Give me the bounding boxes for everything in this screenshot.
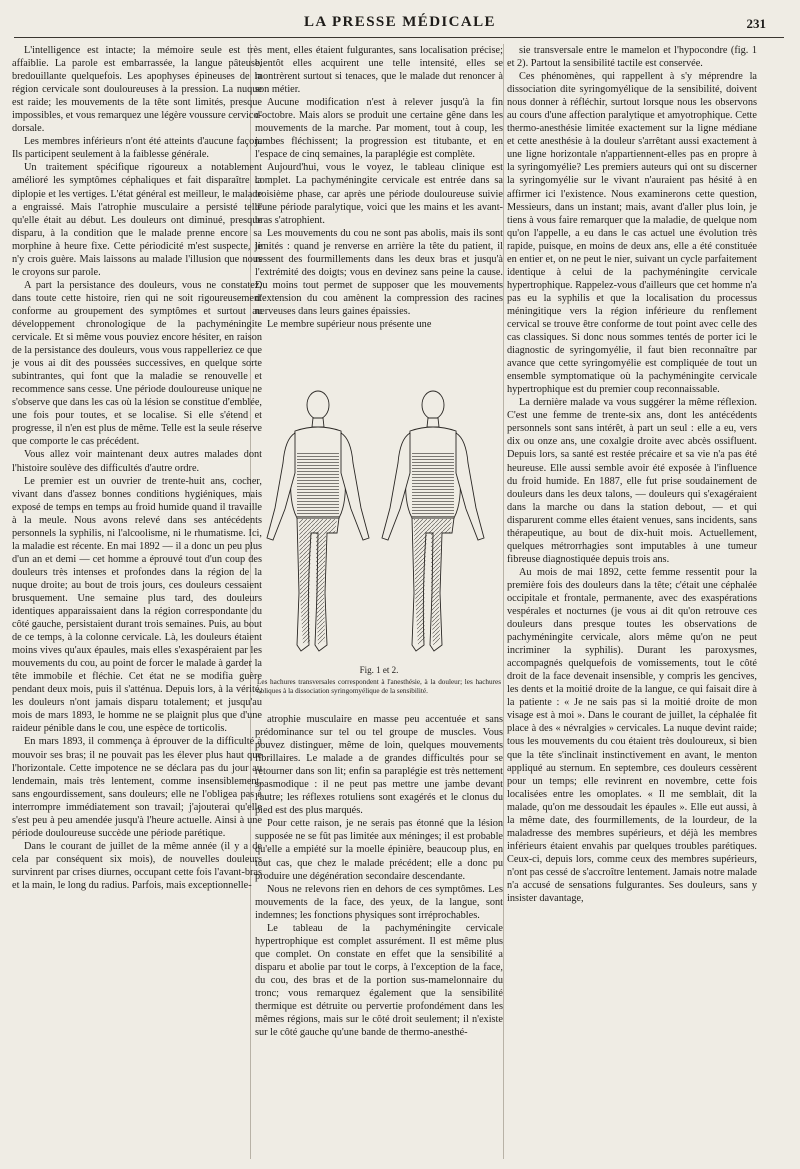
paragraph: En mars 1893, il commença à éprouver de la difficulté à mouvoir ses bras; il ne pouvait pas les élever plus haut que l'horizontale. Cette impotence ne se déclara pas du jour au lendemain, mais très lentement, comme insensiblement, sans engourdissement, sans douleurs; elle ne l'obligea pas à interrompre immédiatement son travail; j'ajouterai qu'elle s'est peu à peu amendée jusqu'à l'heure actuelle. Ainsi à une période douloureuse succède une période parétique. [12, 736, 262, 839]
body-diagrams [255, 383, 503, 663]
back-hatched-horizontal [412, 453, 454, 517]
journal-title: LA PRESSE MÉDICALE [304, 14, 496, 30]
paragraph: Le membre supérieur nous présente une [267, 318, 432, 330]
back-hatched-oblique [414, 519, 452, 645]
paragraph: Vous allez voir maintenant deux autres malades dont l'histoire soulève des difficultés d'autre ordre. [12, 449, 262, 474]
front-hatched-oblique [299, 519, 337, 645]
paragraph: Les mouvements du cou ne sont pas abolis, mais ils sont limités : quand je renverse en arrière la tête du patient, il ressent des fourmillements dans les deux bras et jusqu'à l'extrémité des doigts; vous en devinez sans peine la cause. Du moins tout permet de supposer que les mouvements d'extension du cou amènent la compression des racines nerveuses dans leurs gaines épaissies. [255, 227, 503, 317]
paragraph: Nous ne relevons rien en dehors de ces symptômes. Les mouvements de la face, des yeux, de la langue, sont indemnes; les fonctions physiques sont irréprochables. [255, 883, 503, 921]
figure-caption: Les hachures transversales correspondent à l'anesthésie, à la douleur; les hachures obliques à la dissociation syringomyélique de la sensibilité. [257, 678, 501, 695]
page-number: 231 [746, 16, 766, 31]
paragraph: Ces phénomènes, qui rappellent à s'y méprendre la dissociation dite syringomyélique de la sensibilité, doivent nous donner à réfléchir, surtout lorsque nous les observons au cours d'une affection paralytique et amyotrophique. Cette thermo-anesthésie limitée exactement sur la ligne médiane et cette anesthésie à la douleur s'arrêtant aussi exactement à une ligne horizontale n'appartiennent-elles pas en propre à la syringomyélie? Les premiers auteurs qui ont su discerner la syringomyélie sur le vivant n'auraient pas hésité à en affirmer ici l'existence. Nous examinerons cette question, Messieurs, dans un instant; mais, avant d'aller plus loin, je tiens à vous faire remarquer que la maladie, de quelque nom qu'on l'appelle, a eu dans le cas actuel une évolution très rapide, puisque, en moins de deux ans, elle a été constituée en entier et, on ne peut le nier, suivant un cycle parfaitement identique à celui de la pachyméningite cervicale hypertrophique. Rappelez-vous d'ailleurs que cet homme n'a pas eu la syphilis et que la localisation du processus méningitique vers la région inférieure du renflement cervical se trouve être conforme de tout point avec celle des cas classiques. Si donc nous sommes tentés de porter ici le diagnostic de syringomyélie, il faut bien reconnaître par avance que cette syringomyélie est compliquée de tout un ensemble symptomatique où la pachyméningite cervicale hypertrophique est du premier coup reconnaissable. [507, 71, 757, 396]
page-header [0, 0, 800, 40]
header-rule [14, 37, 784, 38]
column-middle-continued [255, 713, 503, 1039]
paragraph: Pour cette raison, je ne serais pas étonné que la lésion supposée ne se fût pas limitée aux méninges; il est probable qu'elle a empiété sur la moelle épinière, beaucoup plus, en tout cas, que chez le malade précédent; elle a donc pu produire une dégénération secondaire descendante. [255, 818, 503, 882]
column-left [12, 44, 262, 892]
front-hatched-horizontal [297, 453, 339, 517]
paragraph: L'intelligence est intacte; la mémoire seule est très affaiblie. La parole est embarrassée, la langue pâteuse, bredouillante quelquefois. Les apophyses épineuses de la région cervicale sont douloureuses à la pression. La nuque est raide; les mouvements de la tête sont limités, presque impossibles, et vous remarquez une légère voussure cervico-dorsale. [12, 45, 262, 135]
paragraph: Le premier est un ouvrier de trente-huit ans, cocher, vivant dans d'assez bonnes conditions hygiéniques, mais exposé de temps en temps au froid humide quand il travaille à la meule. Nous avons relevé dans ses antécédents personnels la syphilis, ni l'alcoolisme, ni le rhumatisme. Ici, la maladie est récente. En mai 1892 — il a donc un peu plus d'un an et demi — cet homme a éprouvé tout d'un coup des douleurs très intenses et profondes dans la région de la nuque droite; au bout de trois jours, ces douleurs cessaient brusquement. Une semaine plus tard, des douleurs identiques apparaissaient dans la région correspondante du côté gauche, persistaient durant trois semaines. Puis, au bout de ce temps, à la colonne cervicale. Là, les douleurs étaient moins vives qu'aux épaules, mais elles s'exaspéraient par les mouvements du cou, au point de forcer le malade à garder la tête immobile et fléchie. Cet état ne se modifia guère pendant deux mois, puis il s'atténua. Depuis lors, à la vérité, les douleurs n'ont jamais disparu totalement; et jusqu'au mois de mars 1893, le homme ne se plaignit plus que d'une raideur pénible dans le cou, une espèce de torticolis. [12, 475, 262, 735]
paragraph: Au mois de mai 1892, cette femme ressentit pour la première fois des douleurs dans la tête; c'était une céphalée occipitale et frontale, permanente, avec des exaspérations vespérales et nocturnes (je vous ai dit qu'on retrouve ces douleurs dans presque toutes les observations de pachyméningite cervicale, alors même qu'on ne peut incriminer la syphilis). Durant les paroxysmes, accompagnés quelquefois de vomissements, tout le côté droit de la face devenait insensible, y compris les gencives, les dents et la moitié droite de la langue, ce qui faisait dire à la patiente : « Je ne sais pas si la moitié droite de mon visage est à moi ». Dans le courant de juillet, la céphalée fit place à des « névralgies » cervicales. La nuque devint raide; tous les mouvements du cou étaient très douloureux, si bien que la tête s'inclinait instinctivement en avant, le menton appliqué au sternum. En septembre, ces douleurs cessèrent pour un temps; elle revinrent en novembre, cette fois localisées entre les omoplates. « Il me semblait, dit la malade, qu'on me dessoudait les épaules ». Elle eut aussi, à la même date, des fourmillements, de la lourdeur, de la maladresse des membres supérieurs, et déjà les membres inférieurs étaient envahis par quelques troubles parétiques. Ceux-ci, depuis lors, comme ceux des membres supérieurs, n'ont pas cessé de s'accroître lentement. Jamais notre malade n'a accusé de sensations fulgurantes. Ses douleurs, sans y insister davantage, [507, 566, 757, 905]
column-right [507, 44, 757, 905]
paragraph: Dans le courant de juillet de la même année (il y a de cela par conséquent six mois), de nouvelles douleurs survinrent par crises diurnes, occupant cette fois l'avant-bras et la main, le long du radius. Parfois, mais exceptionnelle- [12, 840, 262, 891]
column-middle [255, 44, 503, 331]
paragraph: sie transversale entre le mamelon et l'hypocondre (fig. 1 et 2). Partout la sensibilité tactile est conservée. [507, 45, 757, 70]
paragraph: Un traitement spécifique rigoureux a notablement amélioré les symptômes céphaliques et fait disparaître la diplopie et les vertiges. L'état général est meilleur, le malade a engraissé. Mais l'atrophie musculaire a persisté telle qu'elle était au début. Les douleurs ont diminué, presque disparu, à la condition que le malade prenne encore sa morphine à heure fixe. Cette périodicité m'est suspecte, je n'y crois guère. Mais laissons au malade l'illusion que nous le croyons sur parole. [12, 162, 262, 278]
paragraph: atrophie musculaire en masse peu accentuée et sans prédominance sur tel ou tel groupe de muscles. Vous pouvez distinguer, même de loin, quelques mouvements fibrillaires. Le malade a de grandes difficultés pour se retourner dans son lit; enfin sa paraplégie est très nettement spasmodique : il ne peut pas mettre une jambe devant l'autre; les réflexes rotuliens sont exagérés et le clonus du pied est des plus marqués. [255, 714, 503, 817]
paragraph: La dernière malade va vous suggérer la même réflexion. C'est une femme de trente-six ans, dont les antécédents personnels sont sans intérêt, à part un seul : elle a eu, vers dix ou onze ans, une coxalgie droite avec abcès ossifluent. Depuis lors, sa santé est restée précaire et sa vie n'a pas été heureuse. Elle aussi semble avoir été exposée à l'influence du froid humide. En 1887, elle fut prise soudainement de douleurs dans les deux talons, — douleurs qui s'exagéraient dans la marche ou dans la station debout, — et qui disparurent comme elles étaient venues, sans incidents, sans thérapeutique, au bout de dix-huit mois. Actuellement, quelques métrorrhagies sont imputables à une tumeur fibreuse diagnostiquée depuis trois ans. [507, 397, 757, 565]
paragraph: ment, elles étaient fulgurantes, sans localisation précise; bientôt elles acquirent une telle intensité, elles se montrèrent surtout si tenaces, que le malade dut renoncer à son métier. [255, 45, 503, 96]
paragraph: Aujourd'hui, vous le voyez, le tableau clinique est complet. La pachyméningite cervicale est entrée dans sa troisième phase, car après une période douloureuse suivie d'une période paralytique, voici que les mains et les avant-bras s'atrophient. [255, 162, 503, 226]
paragraph: A part la persistance des douleurs, vous ne constatez, dans toute cette histoire, rien qui ne soit rigoureusement conforme au groupement des symptômes et surtout au développement chronologique de la pachyméningite cervicale. Et si même vous pouviez encore hésiter, en raison de la persistance des douleurs, vous vous rappelleriez ce que je vous ai dit des poussées successives, en quelque sorte subintrantes, qui font que la maladie se renouvelle et recommence sans cesse. Une période douloureuse unique ne s'observe que dans les cas où la lésion se constitue d'emblée, une fois pour toutes, et se localise. Si elle s'étend et progresse, il n'en est plus de même. Telle est la seule réserve que comporte le cas précédent. [12, 279, 262, 448]
column-separator [503, 44, 504, 1159]
figure-label: Fig. 1 et 2. [359, 665, 399, 675]
paragraph: Le tableau de la pachyméningite cervicale hypertrophique est complet assurément. Il est même plus que complet. On constate en effet que la sensibilité a disparu et abolie par tout le corps, à l'exception de la face, du cou, des bras et de la portion sus-mamelonnaire du tronc; vous remarquez également que la sensibilité thermique est détruite ou pervertie profondément dans les mêmes régions, mais sur le côté droit seulement; il n'existe sur le côté gauche qu'une bande de thermo-anesthé- [255, 922, 503, 1039]
anatomical-figure [255, 383, 503, 706]
paragraph: Aucune modification n'est à relever jusqu'à la fin d'octobre. Mais alors se produit une certaine gêne dans les mouvements de la marche. Par moment, tout à coup, les jambes fléchissent; la progression est titubante, et en l'espace de cinq semaines, la paraplégie est complète. [255, 97, 503, 161]
paragraph: Les membres inférieurs n'ont été atteints d'aucune façon. Ils participent seulement à la faiblesse générale. [12, 136, 262, 161]
